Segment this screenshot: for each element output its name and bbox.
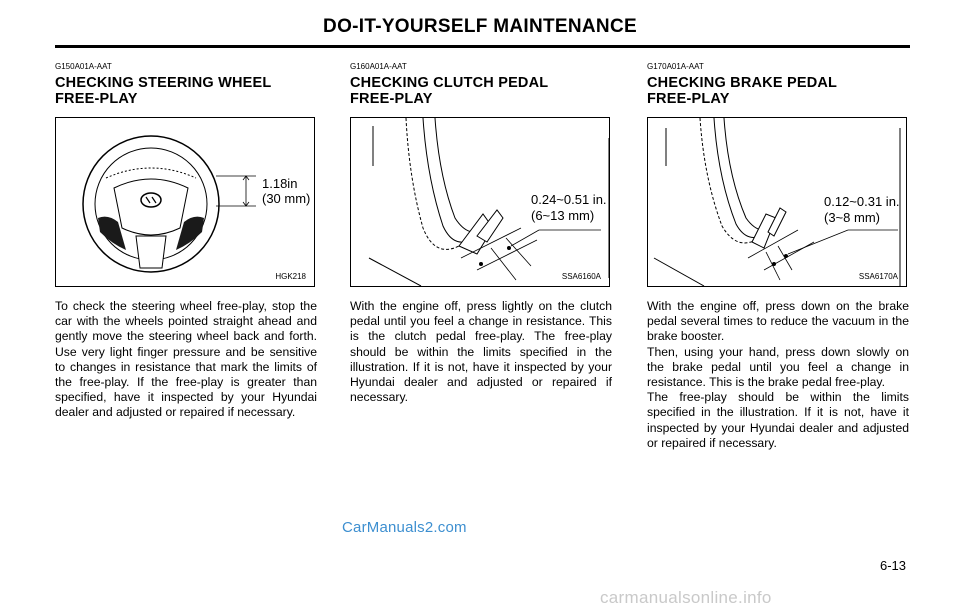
free-play-label-line-2: (6~13 mm)	[531, 208, 595, 223]
section-heading	[647, 75, 909, 109]
section-body	[647, 299, 909, 451]
section-code: G160A01A-AAT	[350, 62, 407, 71]
section-code: G150A01A-AAT	[55, 62, 112, 71]
heading-line-1: CHECKING CLUTCH PEDAL	[350, 75, 549, 91]
free-play-label-line-1: 0.24~0.51 in.	[531, 192, 607, 207]
steering-wheel-figure	[55, 117, 315, 287]
heading-line-1: CHECKING BRAKE PEDAL	[647, 75, 838, 91]
section-brake-pedal	[647, 62, 909, 451]
figure-code: SSA6160A	[561, 272, 601, 281]
watermark: carmanualsonline.info	[600, 588, 772, 607]
heading-line-2: FREE-PLAY	[647, 91, 730, 107]
figure-code: HGK218	[275, 272, 306, 281]
free-play-label-line-1: 1.18in	[262, 176, 298, 191]
section-steering-wheel	[55, 62, 317, 421]
body-paragraph-1: With the engine off, press down on the brake pedal several times to reduce the vacuum in the brake booster.	[647, 299, 909, 344]
brake-pedal-figure	[647, 117, 907, 287]
section-heading	[55, 75, 317, 109]
header-rule	[55, 45, 910, 48]
carmanuals-link[interactable]: CarManuals2.com	[342, 519, 467, 536]
heading-line-2: FREE-PLAY	[350, 91, 433, 107]
page-header-title: DO-IT-YOURSELF MAINTENANCE	[323, 16, 637, 37]
section-heading	[350, 75, 612, 109]
clutch-pedal-figure	[350, 117, 610, 287]
free-play-label-line-1: 0.12~0.31 in.	[824, 194, 900, 209]
free-play-label-line-2: (3~8 mm)	[824, 210, 880, 225]
page-number: 6-13	[880, 558, 907, 573]
section-clutch-pedal	[350, 62, 612, 405]
free-play-label-line-2: (30 mm)	[262, 191, 311, 206]
section-code: G170A01A-AAT	[647, 62, 704, 71]
body-paragraph-3: The free-play should be within the limits specified in the illustration. If it is not, have it inspected by your Hyundai dealer and adjusted or repaired if necessary.	[647, 390, 909, 450]
heading-line-1: CHECKING STEERING WHEEL	[55, 75, 272, 91]
heading-line-2: FREE-PLAY	[55, 91, 138, 107]
body-paragraph-2: Then, using your hand, press down slowly on the brake pedal until you feel a change in resistance. This is the brake pedal free-play.	[647, 344, 909, 390]
figure-code: SSA6170A	[858, 272, 898, 281]
section-body: To check the steering wheel free-play, stop the car with the wheels pointed straight ahead and gently move the steering wheel back and forth. Use very light finger pressure and be sensitive to changes in resistance that mark the limits of the free-play. If the free-play is greater than specified, have it inspected by your Hyundai dealer and adjusted or repaired if necessary.	[55, 299, 317, 420]
section-body: With the engine off, press lightly on the clutch pedal until you feel a change in resistance. This is the clutch pedal free-play. The free-play should be within the limits specified in the illustration. If it is not, have it inspected by your Hyundai dealer and adjusted or repaired if necessary.	[350, 299, 612, 405]
